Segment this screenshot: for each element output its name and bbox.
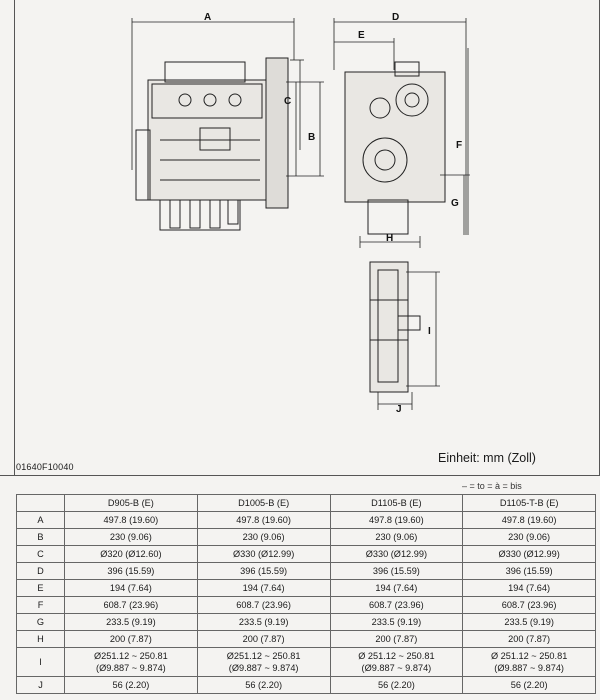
table-cell — [197, 677, 330, 694]
column-header: D1105-T-B (E) — [463, 495, 596, 512]
cell-value: Ø330 (Ø12.99) — [365, 549, 428, 559]
table-cell — [65, 580, 198, 597]
cell-value: 396 (15.59) — [505, 566, 553, 576]
table-cell — [65, 563, 198, 580]
table-cell — [463, 648, 596, 677]
cell-value: 230 (9.06) — [508, 532, 551, 542]
cell-value: 56 (2.20) — [112, 680, 150, 690]
cell-value: 200 (7.87) — [242, 634, 285, 644]
cell-value: Ø330 (Ø12.99) — [232, 549, 295, 559]
cell-value: 230 (9.06) — [375, 532, 418, 542]
cell-value: 230 (9.06) — [242, 532, 285, 542]
table-cell — [197, 631, 330, 648]
cell-value: 608.7 (23.96) — [369, 600, 424, 610]
cell-value-secondary: (Ø9.887 ~ 9.874) — [96, 663, 166, 673]
cell-value: 194 (7.64) — [109, 583, 152, 593]
table-header-row — [17, 495, 596, 512]
front-view-engine — [345, 62, 445, 234]
dim-label-f: F — [456, 140, 463, 151]
table-cell — [463, 597, 596, 614]
table-cell — [463, 563, 596, 580]
table-cell — [463, 512, 596, 529]
cell-value: 497.8 (19.60) — [501, 515, 557, 525]
figure-code: 01640F10040 — [16, 462, 74, 472]
row-key: C — [17, 546, 65, 563]
cell-value: 194 (7.64) — [508, 583, 551, 593]
table-cell — [197, 614, 330, 631]
cell-value: 194 (7.64) — [242, 583, 285, 593]
cell-value: 608.7 (23.96) — [501, 600, 557, 610]
table-cell — [330, 648, 463, 677]
cell-value: 233.5 (9.19) — [238, 617, 289, 627]
table-cell — [65, 512, 198, 529]
table-cell — [463, 631, 596, 648]
dim-label-c: C — [284, 96, 292, 107]
cell-value: 396 (15.59) — [372, 566, 420, 576]
row-key: G — [17, 614, 65, 631]
table-cell — [330, 529, 463, 546]
table-row — [17, 614, 596, 631]
table-body — [17, 512, 596, 694]
cell-value: 396 (15.59) — [240, 566, 288, 576]
table-cell — [65, 614, 198, 631]
cell-value: 396 (15.59) — [107, 566, 155, 576]
row-key: B — [17, 529, 65, 546]
dim-label-i: I — [428, 326, 431, 337]
table-row — [17, 546, 596, 563]
cell-value: 233.5 (9.19) — [371, 617, 422, 627]
column-header: D1005-B (E) — [197, 495, 330, 512]
cell-value: 200 (7.87) — [109, 634, 152, 644]
table-row — [17, 677, 596, 694]
flywheel-view — [370, 262, 420, 392]
table-cell — [330, 512, 463, 529]
cell-value-secondary: (Ø9.887 ~ 9.874) — [228, 663, 299, 673]
dim-label-a: A — [204, 12, 212, 23]
table-row — [17, 563, 596, 580]
cell-value: 497.8 (19.60) — [236, 515, 291, 525]
dim-label-j: J — [396, 404, 402, 415]
cell-value: 200 (7.87) — [508, 634, 551, 644]
cell-value-secondary: (Ø9.887 ~ 9.874) — [361, 663, 432, 673]
row-key: F — [17, 597, 65, 614]
cell-value: Ø251.12 ~ 250.81 — [93, 651, 168, 661]
table-cell — [197, 648, 330, 677]
table-cell — [65, 648, 198, 677]
table-cell — [65, 546, 198, 563]
table-cell — [463, 677, 596, 694]
dim-label-g: G — [451, 198, 459, 209]
table-cell — [197, 529, 330, 546]
cell-value: 56 (2.20) — [377, 680, 415, 690]
table-cell — [330, 563, 463, 580]
row-key: I — [17, 648, 65, 677]
row-key: D — [17, 563, 65, 580]
table-row — [17, 631, 596, 648]
dim-label-h: H — [386, 233, 394, 244]
cell-value: Ø 251.12 ~ 250.81 — [490, 651, 568, 661]
cell-value: 608.7 (23.96) — [236, 600, 291, 610]
table-row — [17, 512, 596, 529]
cell-value: 233.5 (9.19) — [504, 617, 554, 627]
row-key: E — [17, 580, 65, 597]
side-view-engine — [136, 58, 288, 230]
table-cell — [197, 512, 330, 529]
row-key: J — [17, 677, 65, 694]
table-cell — [330, 614, 463, 631]
table-cell — [197, 563, 330, 580]
table-cell — [197, 580, 330, 597]
table-cell — [65, 631, 198, 648]
table-row — [17, 580, 596, 597]
dim-label-e: E — [358, 30, 365, 41]
table-cell — [197, 546, 330, 563]
cell-value: Ø320 (Ø12.60) — [100, 549, 162, 559]
table-cell — [330, 597, 463, 614]
cell-value: 230 (9.06) — [109, 532, 152, 542]
row-key: A — [17, 512, 65, 529]
dimension-table — [16, 494, 596, 694]
cell-value: 497.8 (19.60) — [103, 515, 159, 525]
table-cell — [65, 677, 198, 694]
column-header: D905-B (E) — [65, 495, 198, 512]
table-cell — [330, 580, 463, 597]
table-cell — [330, 546, 463, 563]
table-cell — [65, 597, 198, 614]
table-cell — [330, 677, 463, 694]
cell-value: 56 (2.20) — [245, 680, 283, 690]
unit-note: Einheit: mm (Zoll) — [438, 451, 536, 465]
table-row — [17, 648, 596, 677]
cell-value: 233.5 (9.19) — [106, 617, 156, 627]
header-corner — [17, 495, 65, 512]
table-row — [17, 597, 596, 614]
table-cell — [463, 614, 596, 631]
dim-label-b: B — [308, 132, 316, 143]
cell-value: Ø330 (Ø12.99) — [498, 549, 560, 559]
table-cell — [197, 597, 330, 614]
table-cell — [65, 529, 198, 546]
cell-value-secondary: (Ø9.887 ~ 9.874) — [494, 663, 564, 673]
cell-value: 497.8 (19.60) — [369, 515, 424, 525]
cell-value: Ø251.12 ~ 250.81 — [226, 651, 301, 661]
table-cell — [463, 580, 596, 597]
cell-value: 194 (7.64) — [375, 583, 418, 593]
row-key: H — [17, 631, 65, 648]
table-cell — [463, 529, 596, 546]
cell-value: 56 (2.20) — [510, 680, 548, 690]
table-cell — [463, 546, 596, 563]
cell-value: Ø 251.12 ~ 250.81 — [358, 651, 435, 661]
cell-value: 200 (7.87) — [375, 634, 418, 644]
table-row — [17, 529, 596, 546]
legend-note: – = to = à = bis — [462, 481, 522, 491]
dim-label-d: D — [392, 12, 400, 23]
column-header: D1105-B (E) — [330, 495, 463, 512]
table-cell — [330, 631, 463, 648]
cell-value: 608.7 (23.96) — [103, 600, 159, 610]
